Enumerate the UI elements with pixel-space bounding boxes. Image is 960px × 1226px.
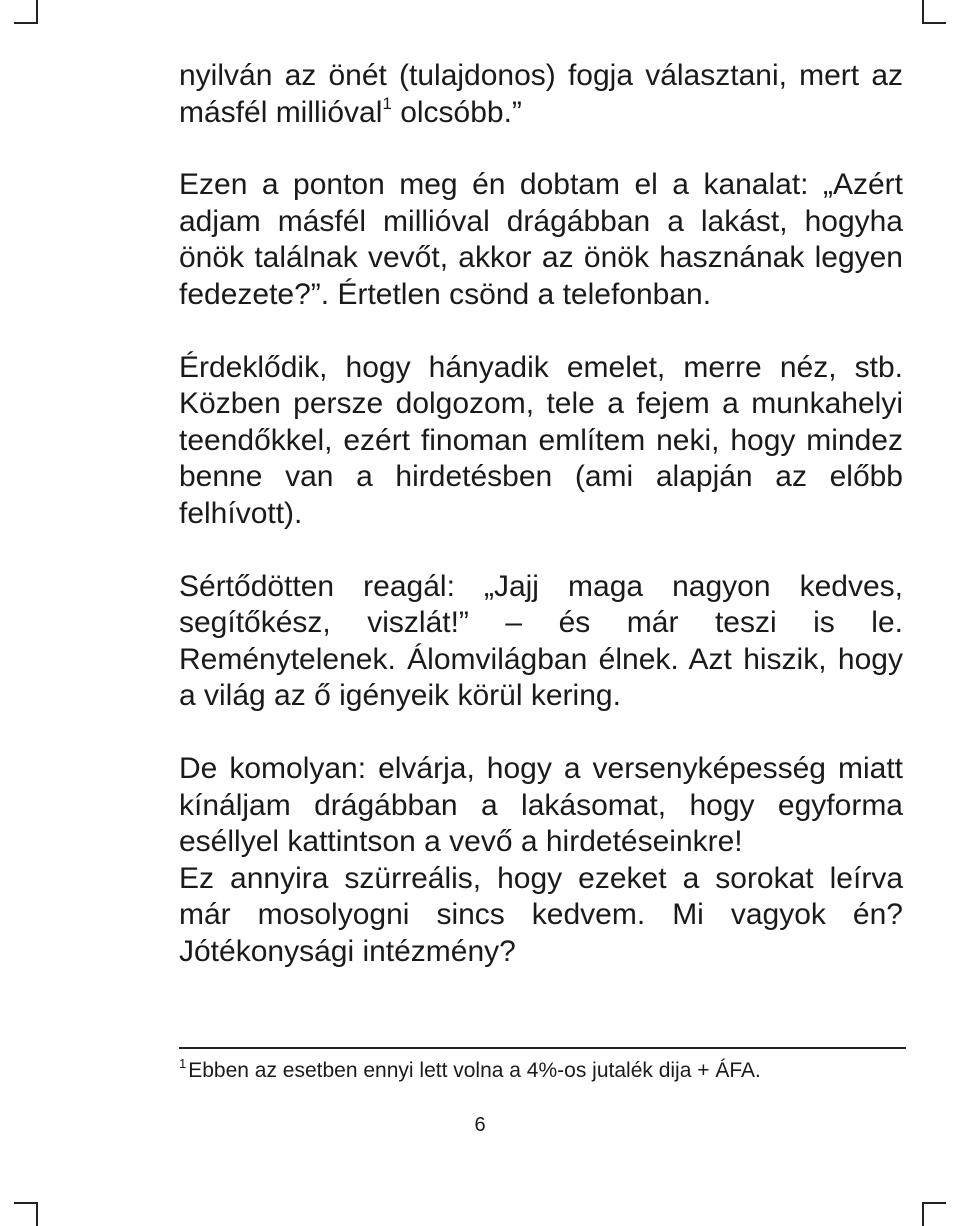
paragraph-5: De komolyan: elvárja, hogy a versenyképesség miatt kínáljam drágábban a lakásomat, hogy egyforma eséllyel kattintson a vevő a hirdetéseinkre! [179, 751, 903, 859]
footnote [179, 1050, 906, 1085]
paragraph-1 [179, 58, 903, 131]
crop-mark-top-left [14, 0, 38, 24]
footnote-text: Ebben az esetben ennyi lett volna a 4%-os jutalék dija + ÁFA. [188, 1059, 761, 1082]
paragraph-1-tail: olcsóbb.” [391, 95, 522, 129]
paragraph-6: Ez annyira szürreális, hogy ezeket a sorokat leírva már mosolyogni sincs kedvem. Mi vagyok én? Jótékonysági intézmény? [179, 861, 903, 968]
footnote-mark: 1 [179, 1056, 187, 1071]
page-number: 6 [474, 1114, 486, 1136]
footnote-separator [179, 1047, 906, 1049]
crop-mark-bottom-right [922, 1202, 946, 1226]
body-text [179, 58, 903, 970]
crop-mark-bottom-left [14, 1202, 38, 1226]
footnote-reference: 1 [382, 93, 392, 113]
paragraph-4: Sértődötten reagál: „Jajj maga nagyon kedves, segítőkész, viszlát!” – és már teszi is le. Reménytelenek. Álomvilágban élnek. Azt hiszik, hogy a világ az ő igényeik körül kering. [179, 569, 903, 713]
paragraph-3: Érdeklődik, hogy hányadik emelet, merre néz, stb. Közben persze dolgozom, tele a fejem a munkahelyi teendőkkel, ezért finoman említem neki, hogy mindez benne van a hirdetésben (ami alapján az előbb felhívott). [179, 350, 903, 530]
crop-mark-top-right [922, 0, 946, 24]
paragraph-2: Ezen a ponton meg én dobtam el a kanalat: „Azért adjam másfél millióval drágábban a lakást, hogyha önök találnak vevőt, akkor az önök hasznának legyen fedezete?”. Értetlen csönd a telefonban. [179, 168, 903, 311]
paragraph-1-text: nyilván az önét (tulajdonos) fogja választani, mert az másfél millióval [179, 59, 903, 129]
